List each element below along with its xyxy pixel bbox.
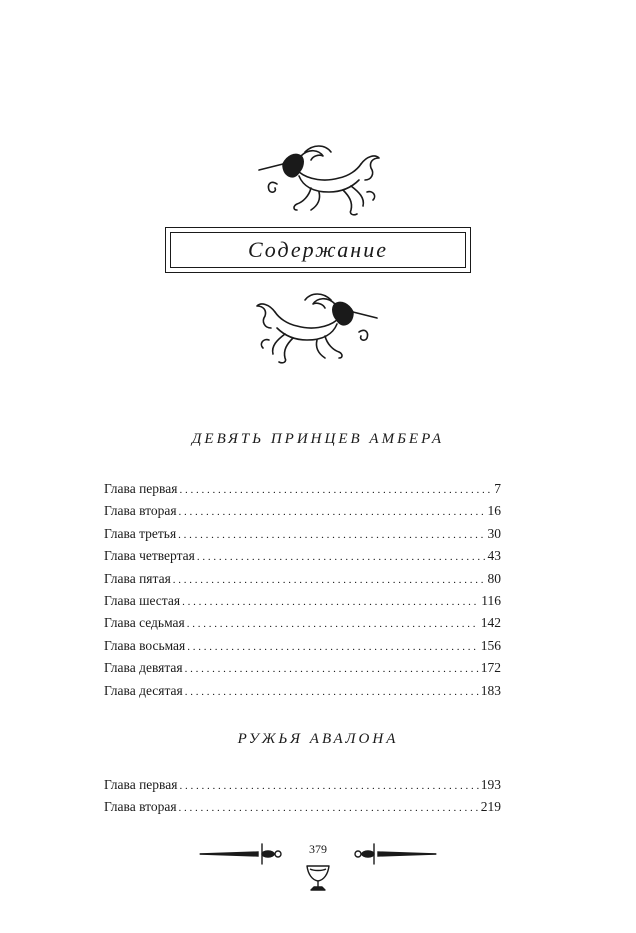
toc-entry[interactable] <box>104 638 501 660</box>
toc-entry-page: 30 <box>487 525 501 541</box>
toc-entry[interactable] <box>104 593 501 615</box>
dot-leader <box>179 799 479 815</box>
dot-leader <box>182 593 479 609</box>
toc-entry-page: 16 <box>487 503 501 519</box>
toc-entry-label: Глава седьмая <box>104 615 185 631</box>
page-number: 379 <box>309 842 327 856</box>
toc-entry[interactable] <box>104 777 501 799</box>
chalice-icon <box>307 866 329 890</box>
toc-entry[interactable] <box>104 615 501 637</box>
toc-entry-label: Глава третья <box>104 525 177 541</box>
dot-leader <box>197 548 486 564</box>
section-heading: РУЖЬЯ АВАЛОНА <box>237 731 399 747</box>
toc-entry-label: Глава девятая <box>104 660 183 676</box>
toc-entry-page: 183 <box>480 682 501 698</box>
toc-entry-label: Глава восьмая <box>104 637 186 653</box>
toc-entry-label: Глава четвертая <box>104 548 195 564</box>
dot-leader <box>179 777 478 793</box>
title-box <box>165 227 471 273</box>
unicorn-icon <box>253 288 383 368</box>
toc-entry-label: Глава десятая <box>104 682 183 698</box>
toc-entry-label: Глава вторая <box>104 503 177 519</box>
page-title: Содержание <box>247 237 388 262</box>
toc-entry[interactable] <box>104 503 501 525</box>
toc-entry-label: Глава вторая <box>104 799 177 815</box>
toc-entry-page: 156 <box>480 637 501 653</box>
dot-leader <box>173 571 486 587</box>
toc-entry[interactable] <box>104 481 501 503</box>
dot-leader <box>185 660 479 676</box>
dot-leader <box>179 481 492 497</box>
toc-entry-page: 43 <box>487 548 501 564</box>
toc-list <box>104 777 501 822</box>
toc-entry[interactable] <box>104 683 501 705</box>
toc-entry-page: 219 <box>480 799 501 815</box>
title-box-inner <box>170 232 466 268</box>
toc-entry-label: Глава пятая <box>104 570 171 586</box>
toc-entry-label: Глава первая <box>104 481 178 496</box>
toc-entry-page: 172 <box>480 660 501 676</box>
dot-leader <box>179 503 486 519</box>
toc-entry[interactable] <box>104 660 501 682</box>
toc-entry-page: 116 <box>481 592 501 608</box>
toc-entry-page: 7 <box>494 481 501 496</box>
dot-leader <box>187 638 478 654</box>
dot-leader <box>178 526 485 542</box>
dot-leader <box>185 683 479 699</box>
toc-entry[interactable] <box>104 548 501 570</box>
toc-entry-label: Глава первая <box>104 777 178 792</box>
toc-entry[interactable] <box>104 571 501 593</box>
toc-entry-page: 193 <box>480 777 501 792</box>
unicorn-icon <box>253 140 383 220</box>
toc-entry[interactable] <box>104 526 501 548</box>
toc-entry-page: 142 <box>480 615 501 631</box>
section-heading: ДЕВЯТЬ ПРИНЦЕВ АМБЕРА <box>191 431 445 447</box>
dot-leader <box>187 615 479 631</box>
toc-entry-label: Глава шестая <box>104 592 181 608</box>
toc-entry-page: 80 <box>487 570 501 586</box>
toc-list <box>104 481 501 705</box>
toc-entry[interactable] <box>104 799 501 821</box>
